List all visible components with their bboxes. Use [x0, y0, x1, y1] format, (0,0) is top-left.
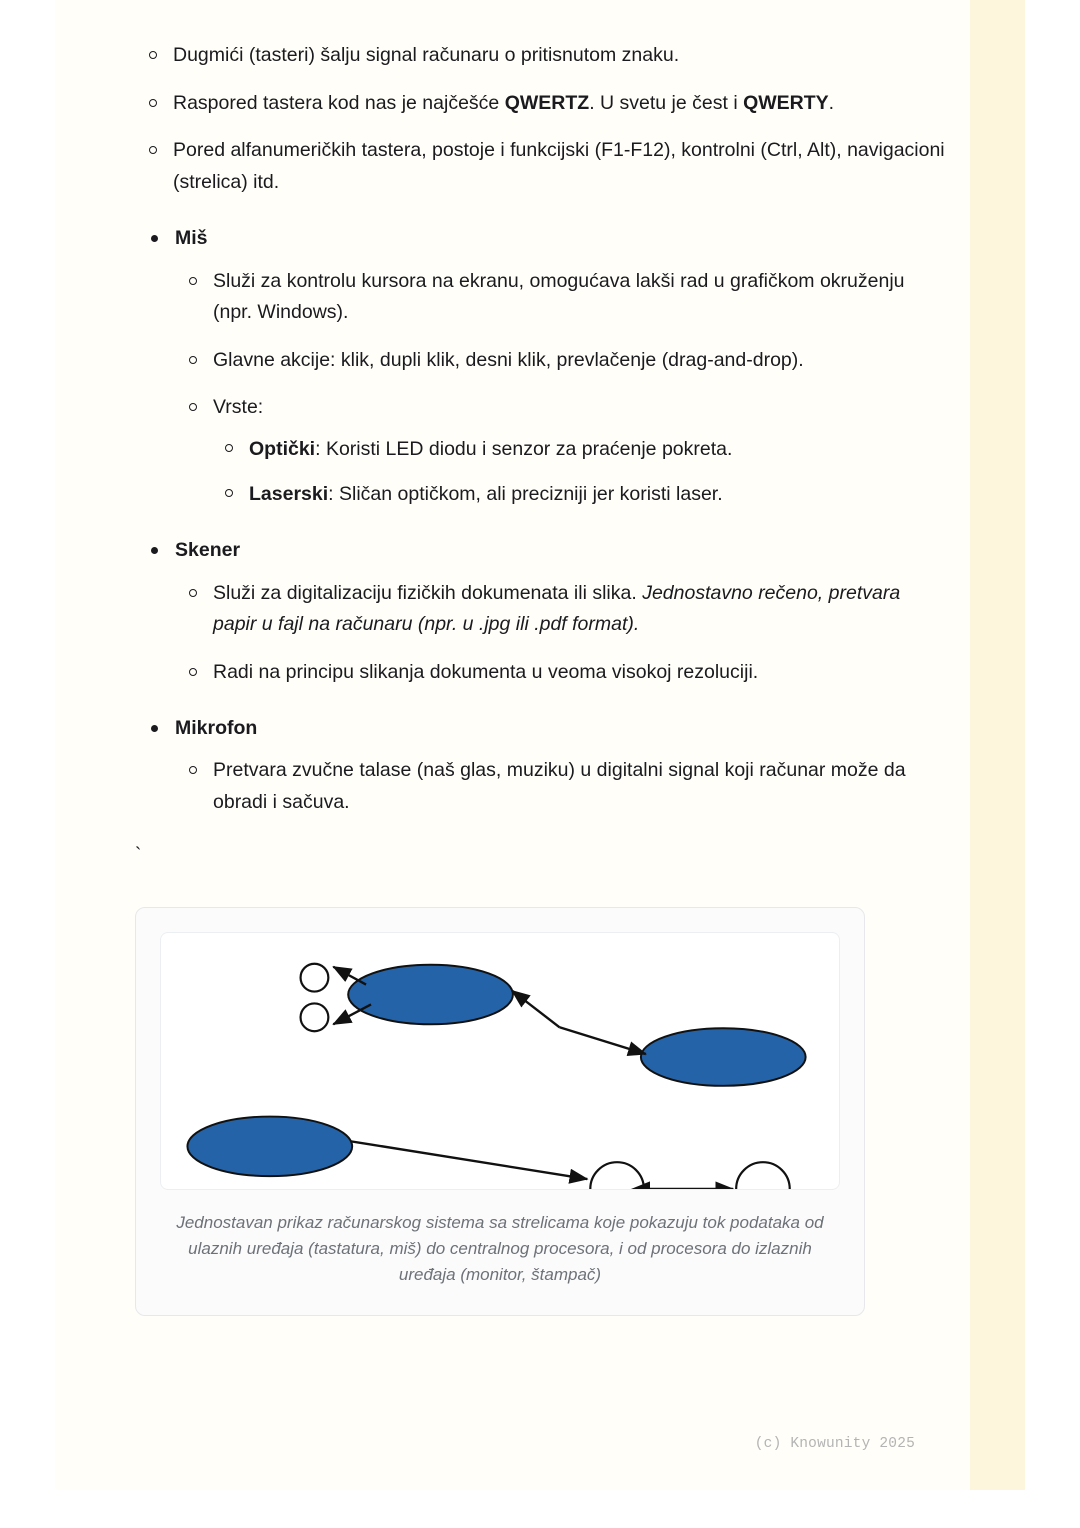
mis-detail-list [175, 266, 945, 511]
node-ellipse-2 [641, 1028, 806, 1086]
node-ellipse-1 [348, 964, 513, 1024]
node-ellipse-3 [187, 1116, 352, 1176]
mis-types-list [213, 434, 945, 510]
notes-body [135, 40, 945, 1316]
list-item [135, 88, 945, 120]
list-item-text: Laserski: Sličan optičkom, ali precizniji jer koristi laser. [249, 483, 723, 506]
list-item [175, 578, 945, 641]
page-content-area [55, 0, 975, 1490]
list-item [213, 434, 945, 465]
arrow-1 [333, 966, 366, 984]
computer-system-diagram [161, 933, 839, 1189]
page-edge-strip [970, 0, 1025, 1490]
list-item [175, 755, 945, 818]
list-item [135, 135, 945, 198]
topic-heading: Skener [175, 539, 241, 562]
topic-mis [135, 224, 945, 510]
arrow-4 [560, 1027, 646, 1054]
copyright-notice: (c) Knowunity 2025 [754, 1436, 915, 1452]
list-item-text: Raspored tastera kod nas je najčešće QWERTZ. U svetu je čest i QWERTY. [173, 91, 835, 114]
figure-image [160, 932, 840, 1190]
node-circle-large-2 [736, 1162, 790, 1189]
list-item [175, 392, 945, 510]
mikrofon-detail-list [175, 755, 945, 818]
arrow-5 [351, 1141, 587, 1179]
list-item-text: Vrste: [213, 396, 264, 419]
arrow-3 [512, 990, 560, 1027]
figure-card [135, 907, 865, 1316]
list-item-text: Radi na principu slikanja dokumenta u veoma visokoj rezoluciji. [213, 660, 759, 683]
topic-heading: Mikrofon [175, 717, 258, 740]
document-page [55, 0, 1025, 1490]
topic-list [135, 224, 945, 818]
list-item-text: Dugmići (tasteri) šalju signal računaru o pritisnutom znaku. [173, 44, 680, 66]
keyboard-detail-list [135, 40, 945, 198]
topic-mikrofon [135, 714, 945, 818]
node-circle-small-1 [301, 963, 329, 991]
list-item-text: Služi za digitalizaciju fizičkih dokumenata ili slika. Jednostavno rečeno, pretvara papir u fajl na računaru (npr. u .jpg ili .pdf format). [213, 581, 901, 636]
node-circle-small-2 [301, 1003, 329, 1031]
figure-caption: Jednostavan prikaz računarskog sistema sa strelicama koje pokazuju tok podataka od ulaznih uređaja (tastatura, miš) do centralnog procesora, i od procesora do izlaznih uređaja (monitor, štampač) [176, 1212, 824, 1285]
list-item [175, 266, 945, 329]
list-item-text: Pored alfanumeričkih tastera, postoje i funkcijski (F1-F12), kontrolni (Ctrl, Alt), navigacioni (strelica) itd. [173, 139, 945, 193]
arrow-2 [333, 1004, 371, 1024]
list-item-text: Služi za kontrolu kursora na ekranu, omogućava lakši rad u grafičkom okruženju (npr. Windows). [213, 269, 905, 324]
list-item-text: Glavne akcije: klik, dupli klik, desni klik, prevlačenje (drag-and-drop). [213, 348, 804, 371]
topic-skener [135, 536, 945, 688]
list-item [213, 479, 945, 510]
list-item [175, 657, 945, 689]
topic-heading: Miš [175, 227, 208, 250]
node-circle-large-1 [590, 1162, 644, 1189]
list-item [175, 345, 945, 377]
skener-detail-list [175, 578, 945, 689]
stray-backtick: ` [135, 844, 142, 866]
list-item-text: Pretvara zvučne talase (naš glas, muziku) u digitalni signal koji računar može da obradi i sačuva. [213, 759, 906, 814]
list-item-text: Optički: Koristi LED diodu i senzor za praćenje pokreta. [249, 437, 733, 460]
list-item [135, 40, 945, 72]
